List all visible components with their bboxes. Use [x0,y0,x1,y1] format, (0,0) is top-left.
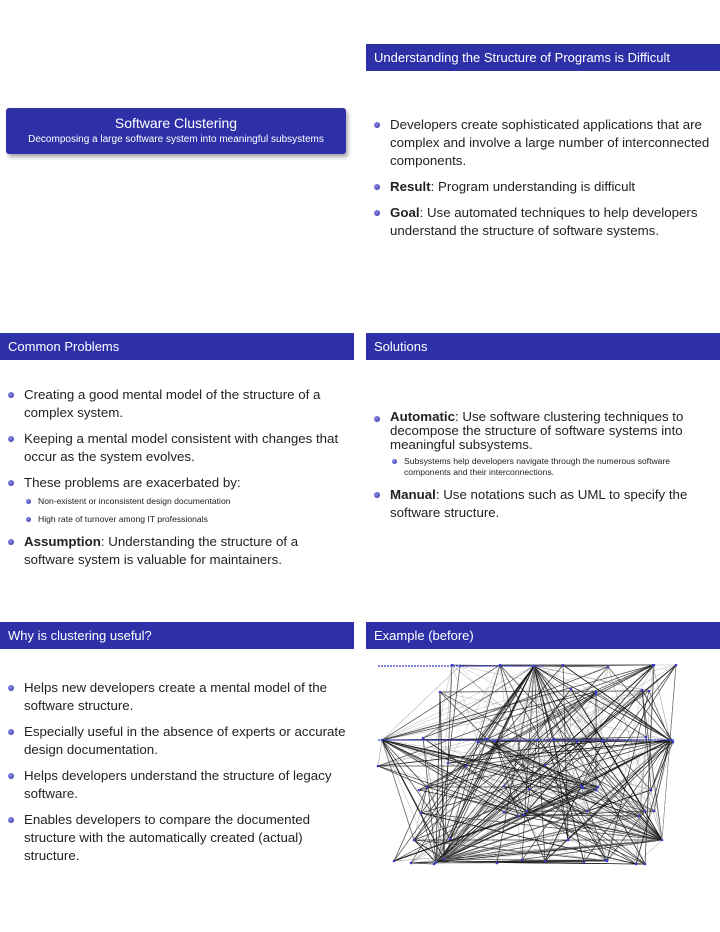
graph-node [465,765,468,768]
graph-node [635,863,638,866]
graph-node [503,811,506,814]
graph-node [433,863,436,866]
graph-node [443,858,446,861]
bullet-list [366,116,710,248]
slide-header: Example (before) [366,622,720,649]
graph-node [418,789,421,792]
bullet-item: Creating a good mental model of the structure of a complex system. [0,386,346,422]
graph-node [607,666,610,669]
slide-understanding [366,44,720,238]
bullet-item: Manual: Use notations such as UML to specify the software structure. [366,486,712,522]
graph-node [672,741,675,744]
graph-node [653,810,656,813]
slide-solutions [366,333,720,520]
presentation-title: Software Clustering [114,115,238,131]
graph-node [422,737,425,740]
graph-node [641,689,644,692]
graph-edge [423,738,436,862]
bullet-item: Goal: Use automated techniques to help developers understand the structure of software systems. [366,204,710,240]
graph-node [544,764,547,767]
graph-node [435,861,438,864]
graph-node [644,863,647,866]
dependency-graph-image [374,664,686,870]
graph-edge [642,690,673,742]
graph-node [650,789,653,792]
graph-node [595,693,598,696]
bullet-list [0,679,346,873]
bullet-item: Enables developers to compare the documented structure with the automatically created (actual) structure. [0,811,346,865]
sub-item: Subsystems help developers navigate through the numerous software components and their interconnections. [390,456,712,478]
bullet-item: Assumption: Understanding the structure of a software system is valuable for maintainers. [0,533,346,569]
bullet-item: Automatic: Use software clustering techniques to decompose the structure of software systems into meaningful subsystems. Subsystems help developers navigate through the numerous software components and their interconnections. [366,410,712,478]
slide-example-before [366,622,720,649]
graph-node [413,839,416,842]
slide-header: Solutions [366,333,720,360]
graph-node [606,860,609,863]
graph-node [583,861,586,864]
bullet-item: Especially useful in the absence of experts or accurate design documentation. [0,723,346,759]
graph-node [449,838,452,841]
graph-node [528,788,531,791]
graph-node [582,787,585,790]
graph-edge [670,665,676,740]
graph-node [439,691,442,694]
sub-list [24,496,346,525]
bullet-item: These problems are exacerbated by: Non-existent or inconsistent design documentation High rate of turnover among IT professionals [0,474,346,525]
graph-node [496,862,499,865]
graph-node [544,860,547,863]
bullet-list [0,386,346,577]
graph-edge [608,667,673,742]
graph-node [526,810,529,813]
graph-node [567,839,570,842]
graph-node [576,741,579,744]
graph-node [523,814,526,817]
graph-node [517,815,520,818]
bullet-item: Developers create sophisticated applications that are complex and involve a large number of interconnected components. [366,116,710,170]
graph-node [661,839,664,842]
slide-header: Why is clustering useful? [0,622,354,649]
bullet-item: Result: Program understanding is difficult [366,178,710,196]
sub-item: Non-existent or inconsistent design documentation [24,496,346,507]
graph-edges [378,665,676,864]
graph-node [521,859,524,862]
graph-node [648,690,651,693]
sub-list [390,456,712,478]
graph-node [597,786,600,789]
graph-node [570,688,573,691]
bullet-list [366,410,712,530]
bullet-item: Helps new developers create a mental model of the software structure. [0,679,346,715]
graph-node [595,789,598,792]
slide-header: Common Problems [0,333,354,360]
graph-edge [378,766,427,787]
title-slide-box [6,108,346,154]
bullet-item: Keeping a mental model consistent with changes that occur as the system evolves. [0,430,346,466]
graph-node [644,810,647,813]
bullet-item: Helps developers understand the structure of legacy software. [0,767,346,803]
graph-node [426,786,429,789]
slide-header: Understanding the Structure of Programs is Difficult [366,44,720,71]
presentation-subtitle: Decomposing a large software system into meaningful subsystems [28,134,324,145]
graph-node [447,762,450,765]
graph-node [638,815,641,818]
graph-node [503,785,506,788]
graph-edge [411,862,436,863]
sub-item: High rate of turnover among IT professionals [24,514,346,525]
graph-edge [636,742,673,864]
graph-node [580,785,583,788]
graph-edge [450,839,607,861]
graph-node [420,812,423,815]
graph-node [410,862,413,865]
graph-node [645,736,648,739]
graph-edge [378,740,382,766]
graph-node [393,860,396,863]
graph-node [377,765,380,768]
slide-why-clustering [0,622,354,863]
graph-node [477,741,480,744]
slide-common-problems [0,333,354,567]
graph-node [586,810,589,813]
